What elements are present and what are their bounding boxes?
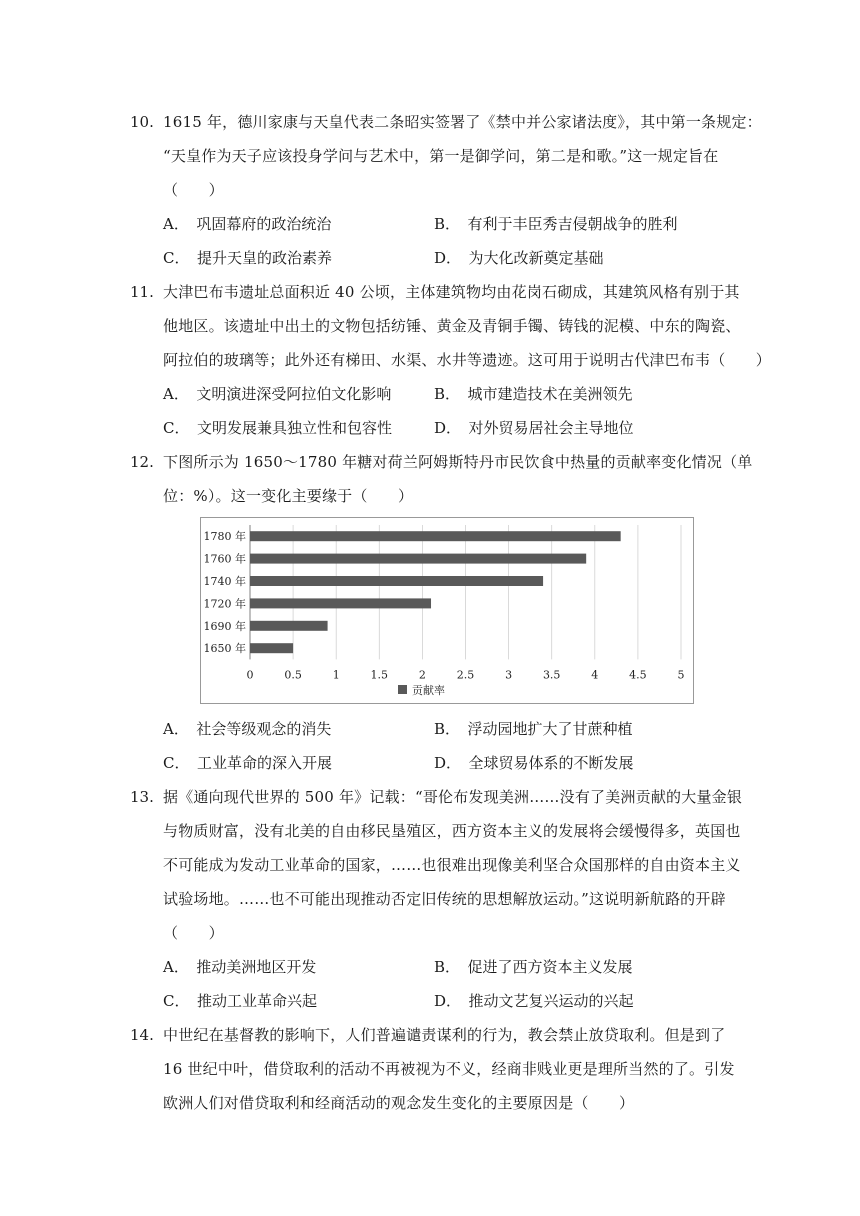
x-tick-label: 4	[591, 668, 599, 682]
chart-frame	[201, 518, 694, 704]
x-tick-label: 3	[505, 668, 513, 682]
question-10-number: 10.	[130, 113, 154, 131]
question-13-line-1: 据《通向现代世界的 500 年》记载：“哥伦布发现美洲……没有了美洲贡献的大量金银	[163, 788, 743, 806]
question-13-option-c[interactable]: C． 推动工业革命兴起	[163, 992, 317, 1010]
x-tick-label: 2.5	[456, 668, 475, 682]
question-12-option-a[interactable]: A． 社会等级观念的消失	[163, 720, 332, 738]
x-tick-label: 0	[246, 668, 254, 682]
category-label: 1780 年	[203, 530, 246, 544]
x-tick-label: 4.5	[629, 668, 647, 682]
question-12-line-1: 下图所示为 1650～1780 年糖对荷兰阿姆斯特丹市民饮食中热量的贡献率变化情况（单	[163, 453, 753, 471]
question-11-line-2: 他地区。该遗址中出土的文物包括纺锤、黄金及青铜手镯、铸钱的泥模、中东的陶瓷、	[163, 317, 741, 335]
question-13-option-a[interactable]: A． 推动美洲地区开发	[163, 958, 317, 976]
question-12-option-c[interactable]: C． 工业革命的深入开展	[163, 754, 332, 772]
question-13-line-4: 试验场地。……也不可能出现推动否定旧传统的思想解放运动。”这说明新航路的开辟	[163, 890, 726, 908]
question-12-line-2: 位：%）。这一变化主要缘于（ ）	[163, 487, 414, 505]
bar	[250, 576, 543, 586]
category-label: 1650 年	[203, 642, 246, 656]
bar	[250, 598, 431, 608]
category-label: 1760 年	[203, 552, 246, 566]
question-12-option-b[interactable]: B． 浮动园地扩大了甘蔗种植	[434, 720, 633, 738]
question-11-option-a[interactable]: A． 文明演进深受阿拉伯文化影响	[163, 385, 392, 403]
x-tick-label: 5	[677, 668, 685, 682]
question-10-option-a[interactable]: A． 巩固幕府的政治统治	[163, 215, 332, 233]
category-label: 1720 年	[203, 597, 246, 611]
question-13-line-3: 不可能成为发动工业革命的国家，……也很难出现像美利坚合众国那样的自由资本主义	[163, 856, 741, 874]
question-10-line-3: （ ）	[163, 181, 224, 199]
question-11-option-d[interactable]: D． 对外贸易居社会主导地位	[434, 419, 634, 437]
x-tick-label: 3.5	[542, 668, 561, 682]
question-13-option-b[interactable]: B． 促进了西方资本主义发展	[434, 958, 633, 976]
category-label: 1740 年	[203, 575, 246, 588]
x-tick-label: 2	[418, 668, 426, 682]
question-11-number: 11.	[130, 283, 154, 301]
question-11-option-b[interactable]: B． 城市建造技术在美洲领先	[434, 385, 633, 403]
question-10-option-b[interactable]: B． 有利于丰臣秀吉侵朝战争的胜利	[434, 215, 678, 233]
bar	[250, 621, 328, 631]
question-10-line-1: 1615 年，德川家康与天皇代表二条昭实签署了《禁中并公家诸法度》，其中第一条规定：	[163, 113, 762, 131]
question-10-option-d[interactable]: D． 为大化改新奠定基础	[434, 249, 604, 267]
question-14-line-1: 中世纪在基督教的影响下，人们普遍谴责谋利的行为，教会禁止放贷取利。但是到了	[163, 1026, 726, 1044]
bar-chart-svg	[200, 517, 694, 704]
bar	[250, 643, 293, 653]
x-tick-label: 1.5	[370, 668, 389, 682]
question-12-number: 12.	[130, 453, 154, 471]
category-label: 1690 年	[203, 619, 246, 633]
x-tick-label: 1	[332, 668, 340, 682]
question-13-option-d[interactable]: D． 推动文艺复兴运动的兴起	[434, 992, 634, 1010]
question-11-line-3: 阿拉伯的玻璃等；此外还有梯田、水渠、水井等遗迹。这可用于说明古代津巴布韦（ ）	[163, 351, 772, 369]
bar	[250, 531, 621, 541]
question-11-option-c[interactable]: C． 文明发展兼具独立性和包容性	[163, 419, 392, 437]
legend-swatch	[398, 685, 407, 694]
legend-label: 贡献率	[412, 684, 445, 697]
question-14-line-2: 16 世纪中叶，借贷取利的活动不再被视为不义，经商非贱业更是理所当然的了。引发	[163, 1060, 735, 1078]
question-11-line-1: 大津巴布韦遗址总面积近 40 公顷，主体建筑物均由花岗石砌成，其建筑风格有别于其	[163, 283, 740, 301]
question-10-line-2: “天皇作为天子应该投身学问与艺术中，第一是御学问，第二是和歌。”这一规定旨在	[163, 147, 719, 165]
question-13-number: 13.	[130, 788, 154, 806]
question-13-line-5: （ ）	[163, 924, 224, 942]
sugar-contribution-chart	[200, 517, 694, 704]
question-14-line-3: 欧洲人们对借贷取利和经商活动的观念发生变化的主要原因是（ ）	[163, 1094, 635, 1112]
question-13-line-2: 与物质财富，没有北美的自由移民垦殖区，西方资本主义的发展将会缓慢得多，英国也	[163, 822, 741, 840]
question-10-option-c[interactable]: C． 提升天皇的政治素养	[163, 249, 332, 267]
bar	[250, 554, 586, 564]
question-14-number: 14.	[130, 1026, 154, 1044]
x-tick-label: 0.5	[284, 668, 302, 682]
question-12-option-d[interactable]: D． 全球贸易体系的不断发展	[434, 754, 634, 772]
